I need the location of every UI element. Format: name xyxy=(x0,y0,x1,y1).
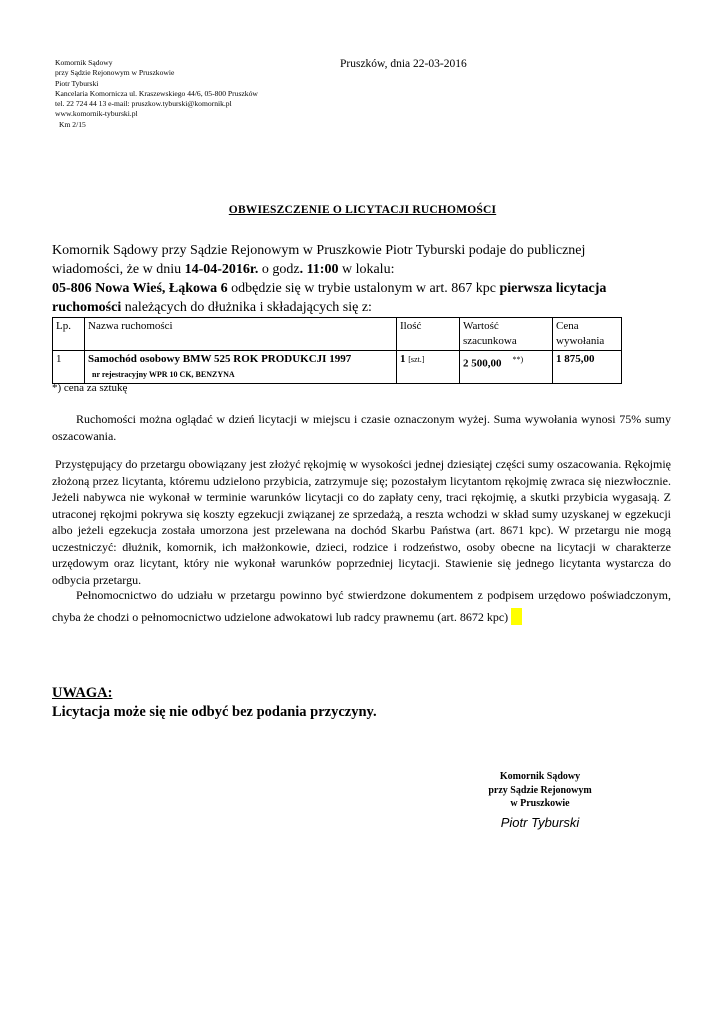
header-line: www.komornik-tyburski.pl xyxy=(55,109,138,119)
paragraph-viewing: Ruchomości można oglądać w dzień licytacji w miejscu i czasie oznaczonym wyżej. Suma wywołania wynosi 75% sumy oszacowania. xyxy=(52,412,671,443)
header-line: Piotr Tyburski xyxy=(55,78,99,88)
intro-text: odbędzie się w trybie ustalonym w art. 867 kpc xyxy=(227,281,500,296)
intro-text: Komornik Sądowy przy Sądzie Rejonowym w Pruszkowie Piotr Tyburski podaje do publicznej wiadomości, że w dniu xyxy=(52,243,586,277)
items-table xyxy=(52,317,622,384)
item-qty: 1 xyxy=(400,353,406,365)
office-header xyxy=(55,58,258,130)
header-line: przy Sądzie Rejonowym w Pruszkowie xyxy=(55,68,175,78)
header-price-line2: wywołania xyxy=(556,335,605,347)
intro-text: w lokalu: xyxy=(338,262,395,277)
header-qty: Ilość xyxy=(397,318,460,351)
signature-name: Piotr Tyburski xyxy=(500,815,580,830)
item-detail: nr rejestracyjny WPR 10 CK, BENZYNA xyxy=(92,370,235,379)
signature-line: w Pruszkowie xyxy=(510,798,570,809)
case-number: Km 2/15 xyxy=(59,119,86,129)
header-value-line1: Wartość xyxy=(463,320,499,332)
header-price xyxy=(553,318,622,351)
item-price: 1 875,00 xyxy=(556,353,595,365)
header-line: tel. 22 724 44 13 e-mail: pruszkow.tyburski@komornik.pl xyxy=(55,99,232,109)
table-row xyxy=(53,351,622,384)
signature-line: Komornik Sądowy xyxy=(499,771,581,782)
paragraph-proxy-text: Pełnomocnictwo do udziału w przetargu powinno być stwierdzone dokumentem z podpisem urzędowo poświadczonym, chyba że chodzi o pełnomocnictwo udzielone adwokatowi lub radcy prawnemu (art. 8672 kpc) xyxy=(52,588,671,624)
auction-type: pierwsza licytacja ruchomości xyxy=(52,281,607,315)
notice-title: UWAGA: xyxy=(52,685,113,701)
auction-place: 05-806 Nowa Wieś, Łąkowa 6 xyxy=(52,281,228,296)
header-line: Kancelaria Komornicza ul. Kraszewskiego 44/6, 05-800 Pruszków xyxy=(55,88,258,98)
cell-value xyxy=(460,351,553,384)
cell-name xyxy=(85,351,397,384)
footnote: *) cena za sztukę xyxy=(52,382,128,394)
notice-text: Licytacja może się nie odbyć bez podania przyczyny. xyxy=(52,704,377,720)
header-name: Nazwa ruchomości xyxy=(85,318,397,351)
header-line: Komornik Sądowy xyxy=(55,58,113,67)
header-price-line1: Cena xyxy=(556,320,579,332)
auction-time: . 11:00 xyxy=(299,262,339,277)
table-header-row xyxy=(53,318,622,351)
cell-lp: 1 xyxy=(53,351,85,384)
intro-paragraph xyxy=(52,241,632,317)
item-value-mark: **) xyxy=(512,355,524,364)
signature-line: przy Sądzie Rejonowym xyxy=(488,784,592,796)
item-unit: [szt.] xyxy=(408,355,425,364)
highlight-mark xyxy=(511,608,522,625)
header-value-line2: szacunkowa xyxy=(463,335,517,347)
header-lp: Lp. xyxy=(53,318,85,351)
item-value: 2 500,00 xyxy=(463,357,502,370)
signature-block xyxy=(460,770,620,811)
paragraph-proxy xyxy=(52,584,671,628)
header-value xyxy=(460,318,553,351)
intro-text: należących do dłużnika i składających się z: xyxy=(121,300,372,315)
cell-qty xyxy=(397,351,460,384)
auction-date: 14-04-2016r. xyxy=(184,262,259,277)
intro-text: o godz xyxy=(258,262,300,277)
item-name: Samochód osobowy BMW 525 ROK PRODUKCJI 1997 xyxy=(88,353,352,365)
cell-price xyxy=(553,351,622,384)
paragraph-deposit: Przystępujący do przetargu obowiązany jest złożyć rękojmię w wysokości jednej dziesiątej części sumy oszacowania. Rękojmię złożoną przez licytanta, któremu udzielono przybicia, zatrzymuje się; pozostałym licytantom rękojmię zwraca się niezwłocznie. Jeżeli nabywca nie wykonał w terminie warunków licytacji co do zapłaty ceny, traci rękojmię, a skutki przybicia wygasają. Z utraconej rękojmi pokrywa się koszty egzekucji związanej ze sprzedażą, a reszta wchodzi w skład sumy uzyskanej w egzekucji albo jeżeli egzekucja została umorzona jest przelewana na dochód Skarbu Państwa (art. 8671 kpc). W przetargu nie mogą uczestniczyć: dłużnik, komornik, ich małżonkowie, dzieci, rodzice i rodzeństwo, osoby obecne na licytacji w charakterze urzędowym oraz licytant, który nie wykonał warunków poprzedniej licytacji. Stawienie się jednego licytanta wystarcza do odbycia przetargu. xyxy=(52,457,671,587)
document-title: OBWIESZCZENIE O LICYTACJI RUCHOMOŚCI xyxy=(228,204,497,216)
document-date: Pruszków, dnia 22-03-2016 xyxy=(340,58,467,70)
